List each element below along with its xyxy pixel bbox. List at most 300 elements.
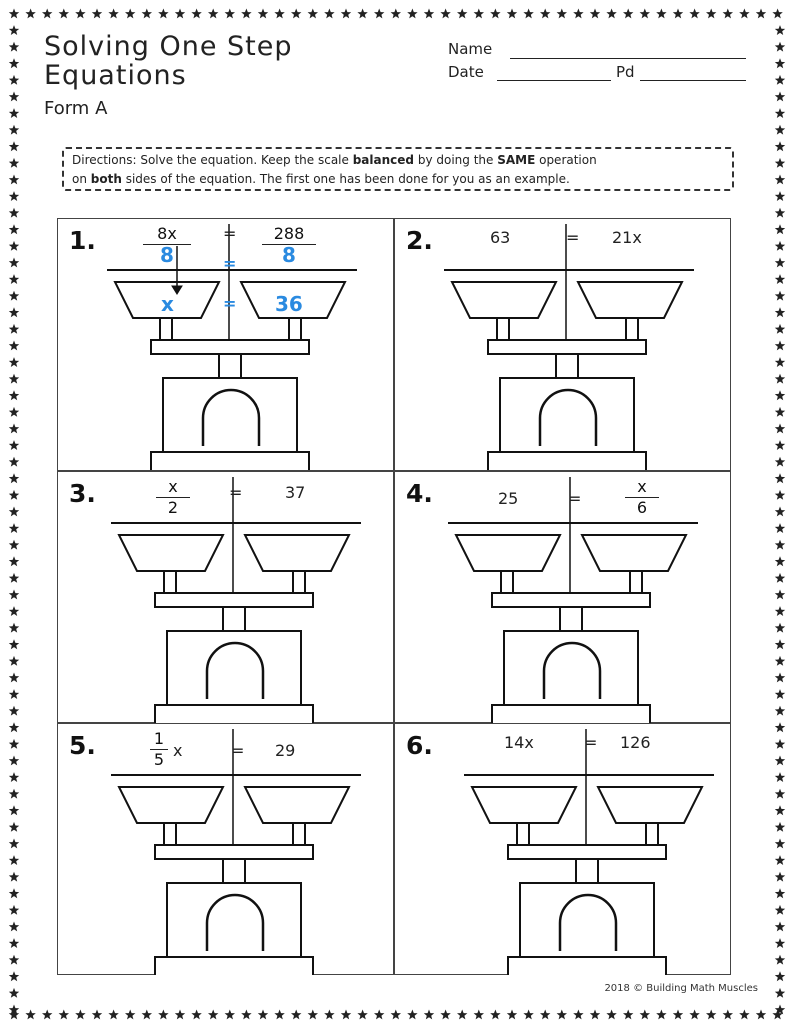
border-star [775,473,785,483]
border-star [9,523,19,533]
scale-neck [560,607,582,631]
scale-pan-right [582,535,686,571]
border-star [9,556,19,566]
pan-support-left [517,823,529,845]
border-star [775,839,785,849]
border-star [623,9,633,19]
equals-sign: = [229,483,243,502]
border-star [191,1010,201,1020]
equals-sign: = [566,228,580,247]
problem-cell-6 [394,723,730,975]
divisor-left: 8 [160,243,174,267]
border-star [689,9,699,19]
border-star [25,9,35,19]
answer-left: x [161,292,174,316]
border-star [424,9,434,19]
border-star [75,1010,85,1020]
border-star [775,92,785,102]
border-star [623,1010,633,1020]
border-star [756,9,766,19]
border-star [258,9,268,19]
border-star [9,872,19,882]
border-star [9,590,19,600]
border-star [775,390,785,400]
pan-support-right [646,823,658,845]
border-star [507,9,517,19]
border-star [291,1010,301,1020]
border-star [9,25,19,35]
scale-neck [223,607,245,631]
border-star [775,922,785,932]
fraction-numerator: 1 [153,729,165,748]
border-star [775,789,785,799]
border-star [775,158,785,168]
problem-right-expression: 21x [612,228,642,247]
border-star [656,9,666,19]
border-star [9,623,19,633]
problem-number: 3. [69,479,96,508]
border-star [9,971,19,981]
border-star [775,357,785,367]
border-star [775,407,785,417]
border-star [573,9,583,19]
equals-sign-answer: = [223,294,237,313]
border-star [9,274,19,284]
problem-left-expression: 8x [157,224,177,243]
equals-sign: = [584,733,598,752]
directions-bold-both: both [90,172,122,186]
directions-box [62,147,734,191]
border-star [775,955,785,965]
border-star [775,739,785,749]
balance-scale-icon [394,218,730,470]
border-star [775,341,785,351]
border-star [606,1010,616,1020]
border-star [225,1010,235,1020]
border-star [9,9,19,19]
border-star [158,9,168,19]
border-star [324,1010,334,1020]
pan-support-right [293,823,305,845]
pan-support-left [497,318,509,340]
equals-sign-work: = [223,254,237,273]
border-star [92,1010,102,1020]
border-star [775,440,785,450]
pd-field[interactable] [640,80,746,81]
border-star [775,556,785,566]
title-line-2: Equations [44,60,187,91]
border-star [9,722,19,732]
border-star [775,888,785,898]
border-star [9,805,19,815]
border-star [75,9,85,19]
pan-support-right [289,318,301,340]
problem-cell-3 [57,471,393,723]
name-label: Name [448,40,493,58]
border-star [640,9,650,19]
scale-pan-right [245,787,349,823]
border-star [9,42,19,52]
border-star [775,258,785,268]
border-star [9,291,19,301]
border-star [59,9,69,19]
fraction-denominator: 5 [153,750,165,769]
border-star [775,224,785,234]
scale-crossbar [492,593,650,607]
border-star [407,9,417,19]
scale-neck [576,859,598,883]
border-star [241,1010,251,1020]
border-star [9,473,19,483]
border-star [775,988,785,998]
border-star [92,9,102,19]
scale-pan-left [119,787,223,823]
border-star [775,191,785,201]
border-star [457,1010,467,1020]
worksheet-title [44,32,293,90]
border-star [775,58,785,68]
border-star [208,9,218,19]
fraction-denominator: 6 [636,498,648,517]
balance-scale-icon [394,471,730,723]
problem-cell-4 [394,471,730,723]
date-label: Date [448,63,484,81]
problem-left-expression: 14x [504,733,534,752]
problem-number: 1. [69,226,96,255]
border-star [756,1010,766,1020]
border-star [9,789,19,799]
directions-text: operation [535,153,597,167]
border-star [9,307,19,317]
border-star [308,9,318,19]
balance-scale-icon [57,723,393,975]
border-star [9,573,19,583]
border-star [25,1010,35,1020]
border-star [9,224,19,234]
border-star [775,689,785,699]
border-star [9,955,19,965]
border-star [108,1010,118,1020]
scale-crossbar [155,593,313,607]
border-star [9,855,19,865]
pan-support-left [164,571,176,593]
border-star [9,324,19,334]
scale-pan-left [456,535,560,571]
border-star [474,9,484,19]
answer-right: 36 [275,292,303,316]
border-star [673,9,683,19]
border-star [9,922,19,932]
border-star [357,9,367,19]
border-star [540,9,550,19]
border-star [775,805,785,815]
scale-crossbar [155,845,313,859]
border-star [9,988,19,998]
border-star [9,938,19,948]
border-star [9,606,19,616]
border-star [775,722,785,732]
border-star [775,656,785,666]
fraction-denominator: 2 [167,498,179,517]
problem-number: 2. [406,226,433,255]
border-star [42,1010,52,1020]
problem-cell-5 [57,723,393,975]
border-star [775,938,785,948]
scale-foot [151,452,309,470]
border-star [775,590,785,600]
fraction-numerator: x [168,477,178,496]
border-star [9,390,19,400]
border-star [490,1010,500,1020]
balance-scale-icon [57,471,393,723]
border-star [689,1010,699,1020]
border-star [258,1010,268,1020]
border-star [391,9,401,19]
border-star [723,9,733,19]
border-star [723,1010,733,1020]
problem-right-expression: 126 [620,733,651,752]
border-star [775,175,785,185]
scale-neck [556,354,578,378]
border-star [391,1010,401,1020]
border-star [142,9,152,19]
border-star [775,706,785,716]
directions-text: by doing the [414,153,498,167]
form-label: Form A [44,98,108,119]
border-star [59,1010,69,1020]
border-star [775,457,785,467]
border-star [775,540,785,550]
border-star [9,58,19,68]
equals-sign: = [223,224,237,243]
copyright-footer: 2018 © Building Math Muscles [604,983,758,994]
border-star [775,772,785,782]
problem-left-variable: x [173,741,183,760]
directions-text: on [72,172,91,186]
problem-cell-1 [57,218,393,470]
pan-support-right [626,318,638,340]
pan-support-left [164,823,176,845]
border-star [9,639,19,649]
problem-right-expression: 288 [273,224,305,243]
scale-pan-left [472,787,576,823]
border-star [108,9,118,19]
pan-support-left [160,318,172,340]
border-star [9,457,19,467]
scale-pan-right [245,535,349,571]
border-star [175,9,185,19]
pan-support-right [293,571,305,593]
border-star [775,208,785,218]
equals-sign: = [568,489,582,508]
title-line-1: Solving One Step [44,31,293,62]
border-star [9,905,19,915]
border-star [775,42,785,52]
border-star [557,9,567,19]
border-star [9,507,19,517]
border-star [424,1010,434,1020]
pan-support-right [630,571,642,593]
border-star [324,9,334,19]
border-star [772,9,782,19]
pan-support-left [501,571,513,593]
border-star [523,1010,533,1020]
border-star [9,341,19,351]
border-star [9,756,19,766]
border-star [775,241,785,251]
border-star [208,1010,218,1020]
border-star [9,208,19,218]
scale-neck [223,859,245,883]
border-star [9,191,19,201]
border-star [739,9,749,19]
border-star [9,822,19,832]
border-star [775,125,785,135]
border-star [775,573,785,583]
border-star [9,673,19,683]
border-star [9,158,19,168]
border-star [706,1010,716,1020]
border-star [775,324,785,334]
scale-pan-right [598,787,702,823]
border-star [739,1010,749,1020]
directions-text: Directions: Solve the equation. Keep the scale [72,153,353,167]
border-star [125,1010,135,1020]
border-star [490,9,500,19]
border-star [590,1010,600,1020]
border-star [523,9,533,19]
scale-pan-left [452,282,556,318]
border-star [440,1010,450,1020]
border-star [9,374,19,384]
scale-neck [219,354,241,378]
border-star [158,1010,168,1020]
problem-right-expression: 37 [285,483,306,502]
border-star [191,9,201,19]
border-star [274,9,284,19]
border-star [9,241,19,251]
border-star [775,872,785,882]
problem-number: 6. [406,731,433,760]
scale-crossbar [508,845,666,859]
border-star [274,1010,284,1020]
border-star [42,9,52,19]
equals-sign: = [231,741,245,760]
border-star [407,1010,417,1020]
scale-foot [155,705,313,723]
border-star [9,125,19,135]
border-star [656,1010,666,1020]
problem-cell-2 [394,218,730,470]
border-star [775,374,785,384]
border-star [706,9,716,19]
border-star [775,756,785,766]
border-star [775,673,785,683]
border-star [474,1010,484,1020]
directions-text: sides of the equation. The first one has been done for you as an example. [121,172,570,186]
divisor-right: 8 [282,243,296,267]
border-star [775,274,785,284]
border-star [9,407,19,417]
problem-number: 4. [406,479,433,508]
border-star [440,9,450,19]
border-star [673,1010,683,1020]
scale-foot [508,957,666,975]
border-star [9,772,19,782]
border-star [341,9,351,19]
border-star [775,25,785,35]
border-star [9,440,19,450]
border-star [775,623,785,633]
border-star [175,1010,185,1020]
border-star [775,971,785,981]
border-star [9,141,19,151]
border-star [507,1010,517,1020]
directions-bold-same: SAME [497,153,536,167]
border-star [9,92,19,102]
border-star [241,9,251,19]
border-star [357,1010,367,1020]
border-star [775,424,785,434]
border-star [9,357,19,367]
border-star [374,9,384,19]
border-star [9,656,19,666]
scale-crossbar [488,340,646,354]
scale-pan-left [119,535,223,571]
border-star [775,523,785,533]
border-star [775,291,785,301]
border-star [775,75,785,85]
border-star [308,1010,318,1020]
border-star [9,258,19,268]
border-star [540,1010,550,1020]
problem-left-expression: 63 [490,228,511,247]
problem-number: 5. [69,731,96,760]
border-star [775,507,785,517]
border-star [775,307,785,317]
border-star [457,9,467,19]
border-star [9,424,19,434]
fraction-numerator: x [637,477,647,496]
balance-scale-icon [394,723,730,975]
border-star [9,175,19,185]
border-star [9,540,19,550]
border-star [9,75,19,85]
scale-crossbar [151,340,309,354]
border-star [142,1010,152,1020]
border-star [9,888,19,898]
name-field[interactable] [510,58,746,59]
border-star [9,839,19,849]
border-star [225,9,235,19]
border-star [775,141,785,151]
scale-foot [492,705,650,723]
pd-label: Pd [616,63,635,81]
border-star [557,1010,567,1020]
border-star [374,1010,384,1020]
border-star [775,855,785,865]
border-star [291,9,301,19]
border-star [775,639,785,649]
scale-foot [488,452,646,470]
border-star [606,9,616,19]
border-star [9,689,19,699]
border-star [9,739,19,749]
date-field[interactable] [497,80,611,81]
border-star [775,606,785,616]
scale-pan-right [578,282,682,318]
border-star [341,1010,351,1020]
